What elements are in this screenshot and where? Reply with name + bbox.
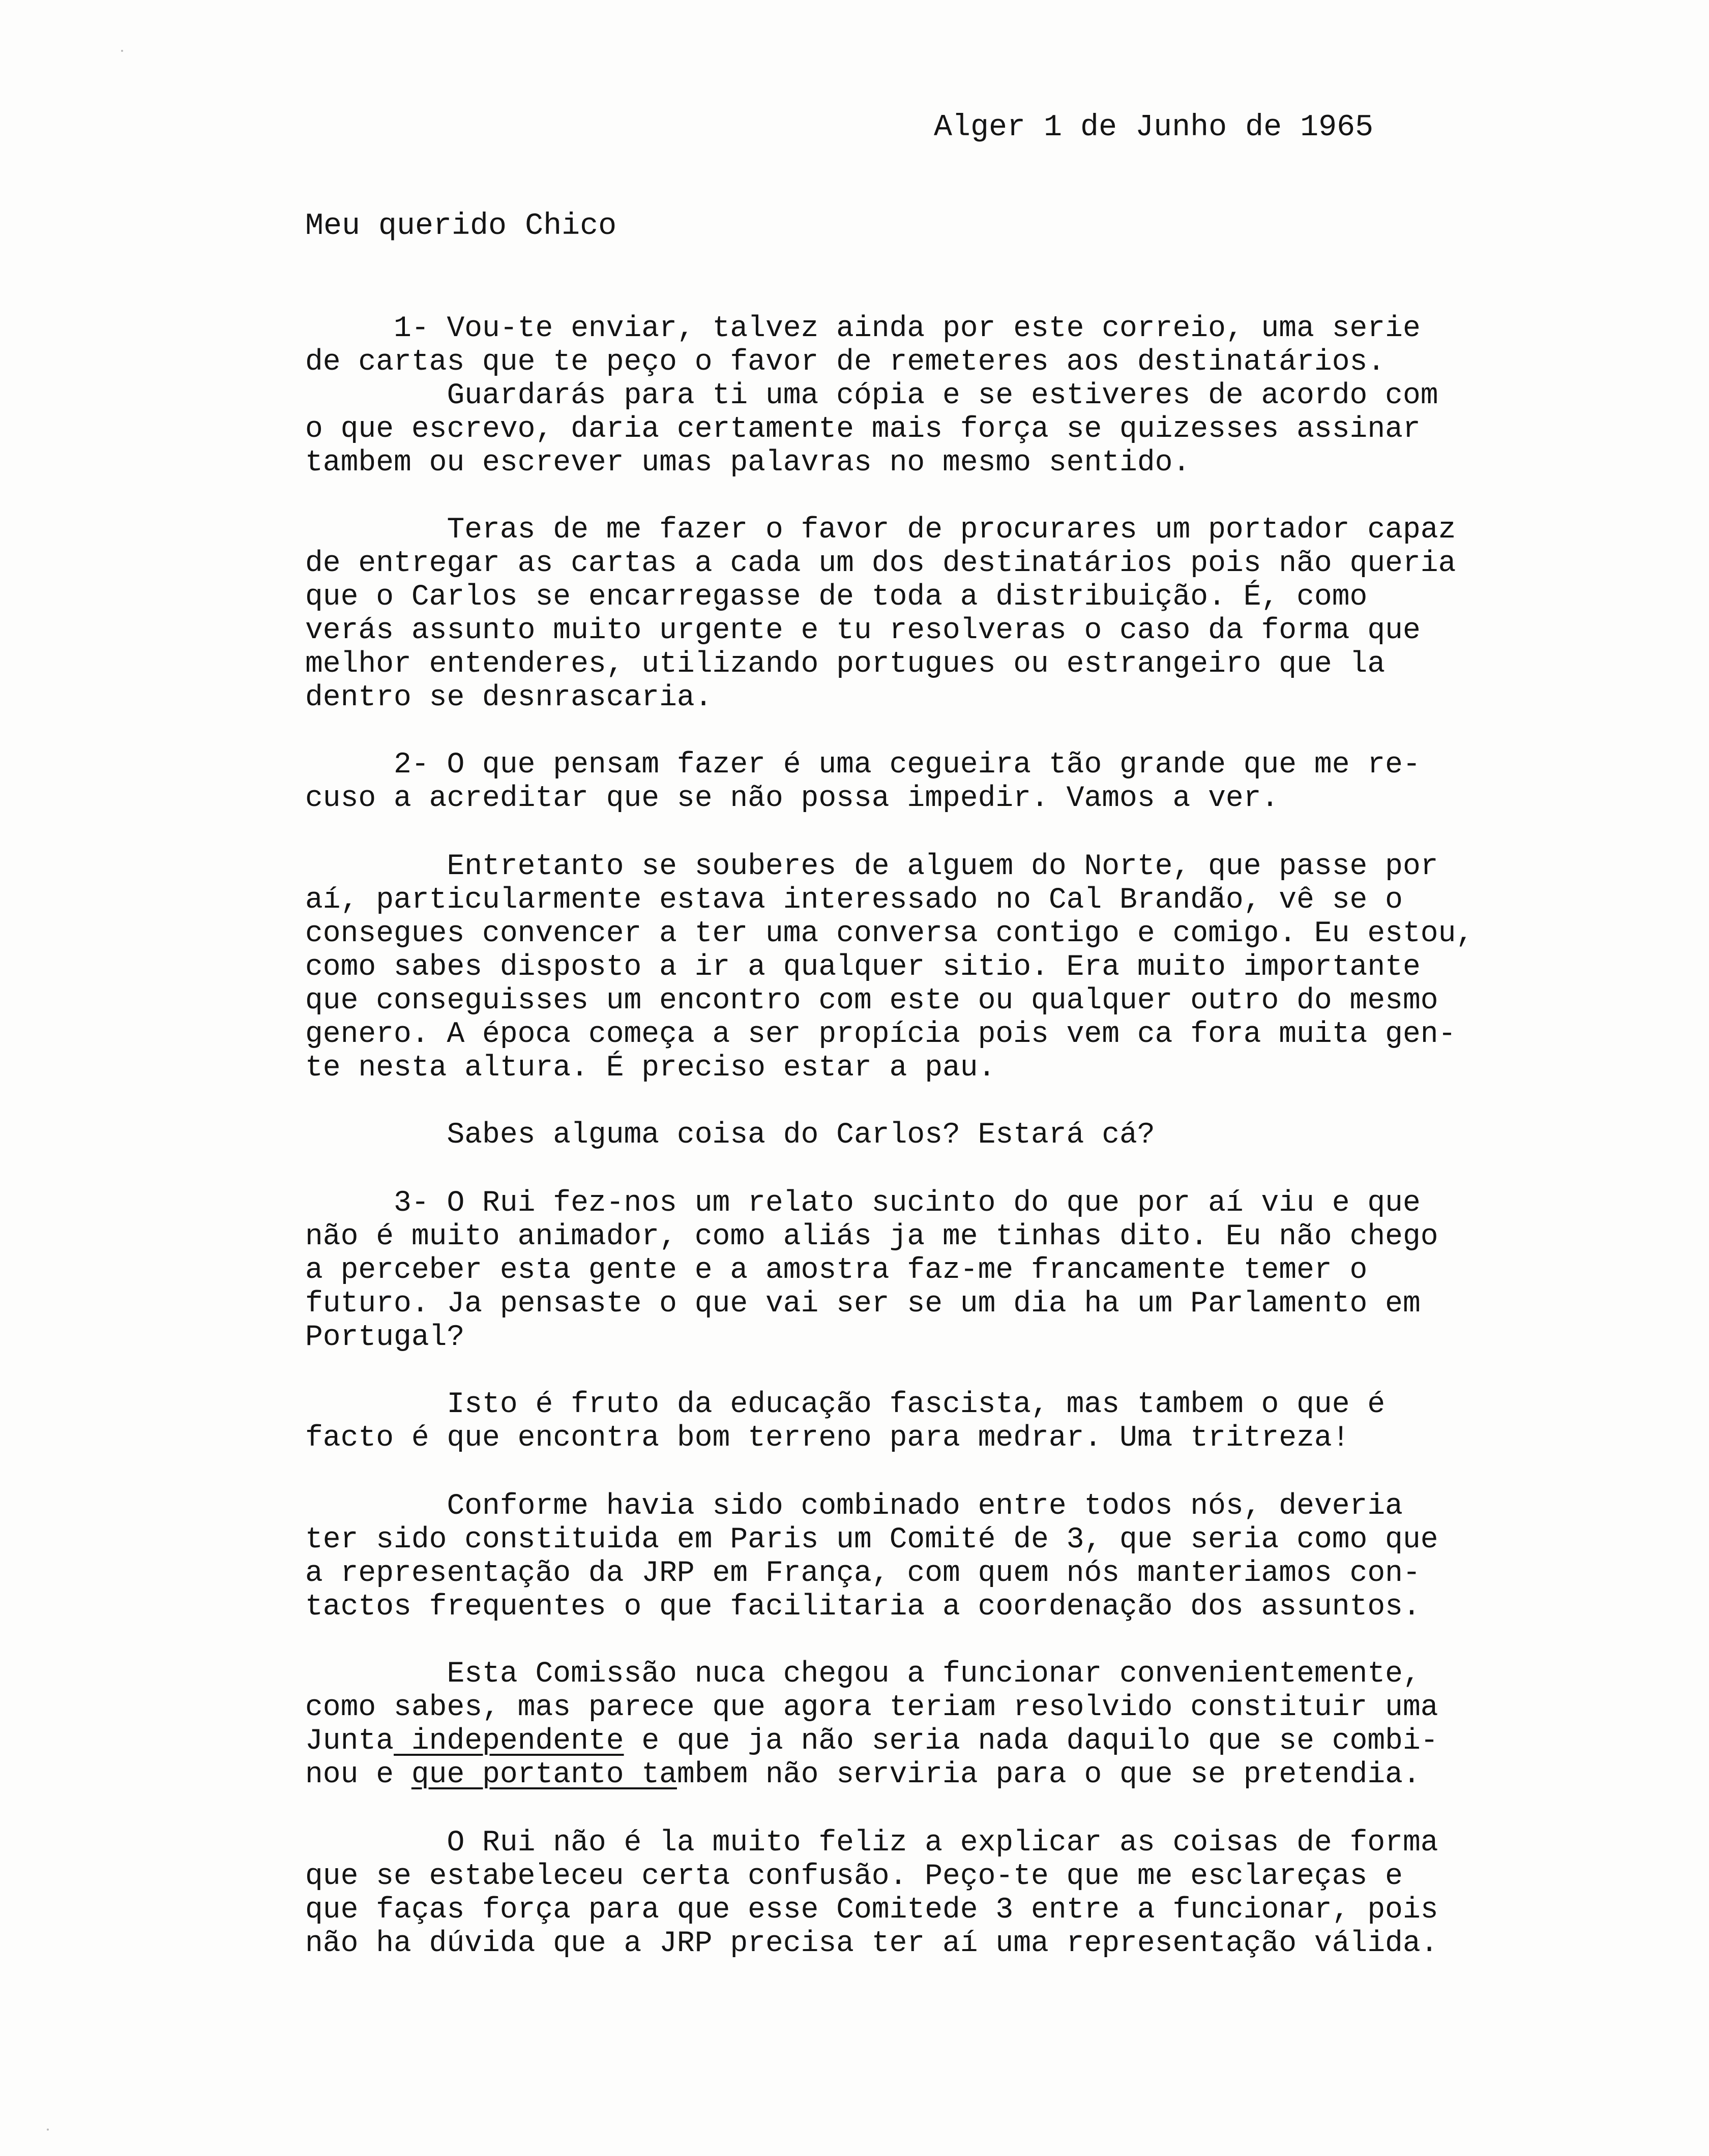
paper-speck	[47, 2129, 49, 2131]
text-line: consegues convencer a ter uma conversa contigo e comigo. Eu estou,	[305, 917, 1474, 950]
text-line: 3- O Rui fez-nos um relato sucinto do que por aí viu e que	[305, 1187, 1421, 1220]
text-line: 2- O que pensam fazer é uma cegueira tão grande que me re-	[305, 748, 1421, 782]
paragraph-7	[305, 1388, 1385, 1455]
text-line: cuso a acreditar que se não possa impedir. Vamos a ver.	[305, 782, 1279, 815]
letter-date: Alger 1 de Junho de 1965	[934, 110, 1374, 145]
text-line: o que escrevo, daria certamente mais força se quizesses assinar	[305, 413, 1421, 446]
text-line: tambem ou escrever umas palavras no mesmo sentido.	[305, 446, 1191, 480]
text-line: Portugal?	[305, 1321, 465, 1354]
text-line: melhor entenderes, utilizando portugues ou estrangeiro que la	[305, 648, 1386, 681]
text-line: Isto é fruto da educação fascista, mas tambem o que é	[305, 1388, 1386, 1421]
text-line: que faças força para que esse Comitede 3 entre a funcionar, pois	[305, 1894, 1438, 1927]
paragraph-2	[305, 514, 1456, 715]
paragraph-6	[305, 1187, 1438, 1355]
text-line-underlined: Junta independente e que ja não seria nada daquilo que se combi-	[305, 1725, 1438, 1758]
paragraph-4	[305, 850, 1474, 1085]
text-line: não ha dúvida que a JRP precisa ter aí uma representação válida.	[305, 1927, 1438, 1960]
text-line: a perceber esta gente e a amostra faz-me francamente temer o	[305, 1254, 1368, 1287]
underlined-text: independente	[394, 1725, 624, 1758]
text-line: Entretanto se souberes de alguem do Norte, que passe por	[305, 850, 1438, 883]
text-line: verás assunto muito urgente e tu resolveras o caso da forma que	[305, 614, 1421, 647]
text-line: futuro. Ja pensaste o que vai ser se um dia ha um Parlamento em	[305, 1287, 1421, 1321]
paragraph-10	[305, 1826, 1438, 1961]
text-line: de cartas que te peço o favor de remeteres aos destinatários.	[305, 346, 1386, 379]
text-line: O Rui não é la muito feliz a explicar as coisas de forma	[305, 1826, 1438, 1860]
paragraph-1	[305, 312, 1438, 480]
paragraph-9	[305, 1658, 1438, 1792]
text-line: de entregar as cartas a cada um dos destinatários pois não queria	[305, 547, 1456, 580]
paper-speck	[121, 50, 123, 52]
text-line: Sabes alguma coisa do Carlos? Estará cá?	[305, 1119, 1155, 1152]
paragraph-8	[305, 1490, 1438, 1624]
text-line: que o Carlos se encarregasse de toda a distribuição. É, como	[305, 581, 1368, 614]
text-line: ter sido constituida em Paris um Comité de 3, que seria como que	[305, 1523, 1438, 1556]
underlined-text: que portanto ta	[411, 1758, 677, 1791]
text-line: como sabes disposto a ir a qualquer sitio. Era muito importante	[305, 951, 1421, 984]
paragraph-3	[305, 748, 1421, 816]
salutation: Meu querido Chico	[305, 209, 617, 244]
text-line: genero. A época começa a ser propícia pois vem ca fora muita gen-	[305, 1018, 1456, 1051]
text-line: Conforme havia sido combinado entre todos nós, deveria	[305, 1490, 1403, 1523]
text-line: Esta Comissão nuca chegou a funcionar convenientemente,	[305, 1658, 1421, 1691]
text-line: não é muito animador, como aliás ja me tinhas dito. Eu não chego	[305, 1220, 1438, 1253]
text-line: te nesta altura. É preciso estar a pau.	[305, 1052, 996, 1085]
text-line: Teras de me fazer o favor de procurares um portador capaz	[305, 514, 1456, 547]
text-line: dentro se desnrascaria.	[305, 681, 713, 714]
text-line: aí, particularmente estava interessado no Cal Brandão, vê se o	[305, 884, 1403, 917]
text-line: que conseguisses um encontro com este ou qualquer outro do mesmo	[305, 984, 1438, 1017]
text-line-underlined: nou e que portanto tambem não serviria para o que se pretendia.	[305, 1758, 1421, 1791]
text-line: como sabes, mas parece que agora teriam resolvido constituir uma	[305, 1691, 1438, 1724]
text-line: tactos frequentes o que facilitaria a coordenação dos assuntos.	[305, 1591, 1421, 1624]
text-line: a representação da JRP em França, com quem nós manteriamos con-	[305, 1557, 1421, 1590]
text-line: que se estabeleceu certa confusão. Peço-te que me esclareças e	[305, 1860, 1403, 1893]
paragraph-5	[305, 1119, 1155, 1152]
text-line: facto é que encontra bom terreno para medrar. Uma tritreza!	[305, 1422, 1350, 1455]
text-line: 1- Vou-te enviar, talvez ainda por este correio, uma serie	[305, 312, 1421, 345]
text-line: Guardarás para ti uma cópia e se estiveres de acordo com	[305, 379, 1438, 412]
